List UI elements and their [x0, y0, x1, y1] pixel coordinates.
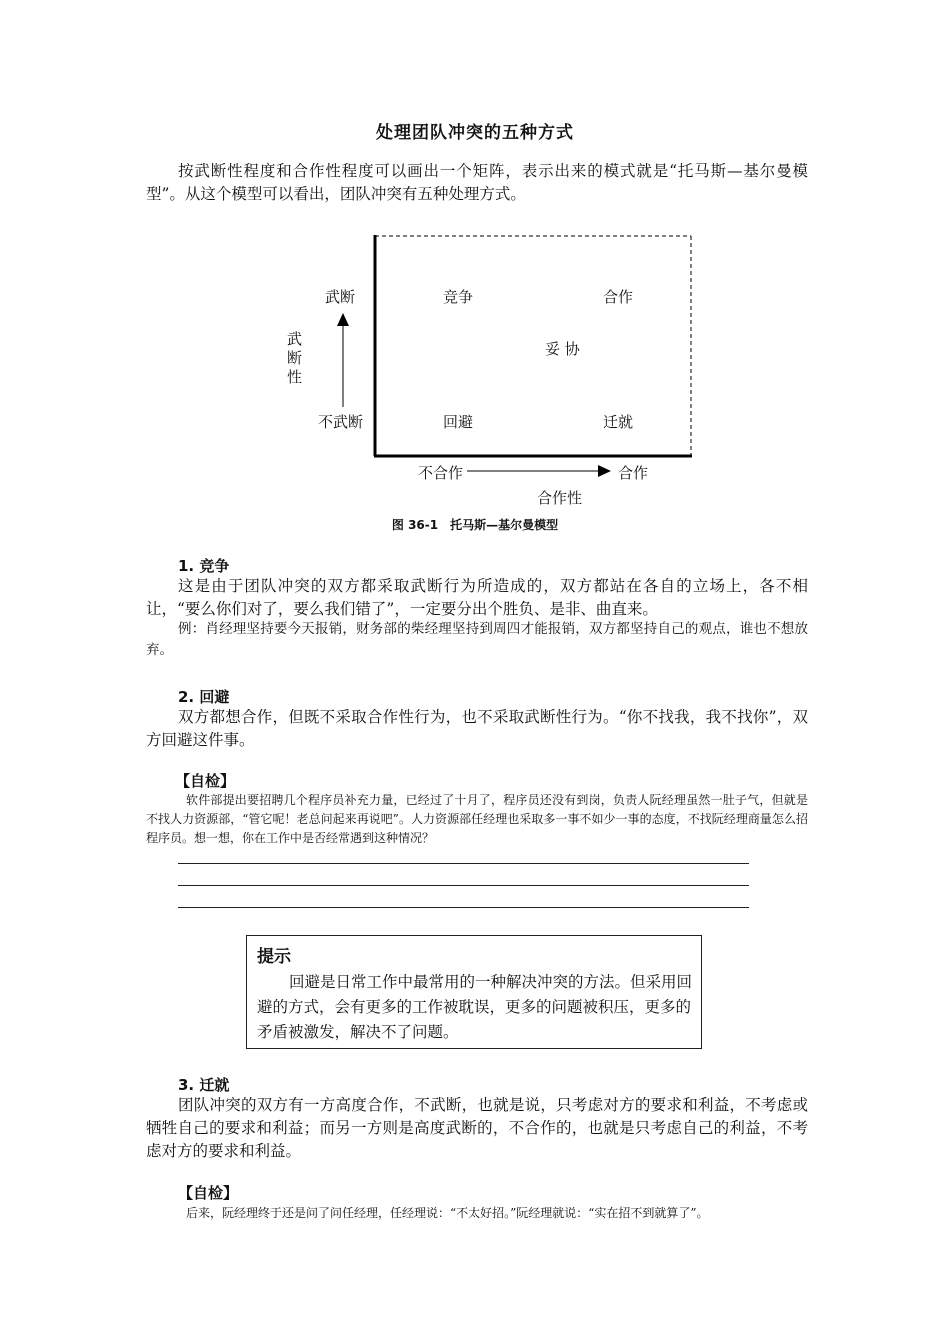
- section-heading-avoiding: 2. 回避: [178, 688, 230, 706]
- thomas-kilmann-diagram: [280, 225, 720, 515]
- self-check-label: 【自检】: [178, 1184, 239, 1202]
- y-axis-label: 武断性: [287, 330, 303, 386]
- page-title: 处理团队冲突的五种方式: [376, 123, 574, 143]
- quadrant-accommodating: 迁就: [603, 413, 634, 431]
- section-text-avoiding: 双方都想合作，但既不采取合作性行为，也不采取武断性行为。“你不找我，我不找你”，双方回避这件事。: [146, 708, 808, 749]
- tip-text: 回避是日常工作中最常用的一种解决冲突的方法。但采用回避的方式，会有更多的工作被耽误，更多的问题被积压，更多的矛盾被激发，解决不了问题。: [257, 973, 693, 1041]
- quadrant-competing: 竞争: [443, 288, 474, 306]
- self-check-label: 【自检】: [175, 772, 236, 790]
- section-heading-accommodating: 3. 迁就: [178, 1076, 230, 1094]
- example-text: 例：肖经理坚持要今天报销，财务部的柴经理坚持到周四才能报销，双方都坚持自己的观点，谁也不想放弃。: [146, 621, 808, 658]
- answer-line[interactable]: [178, 907, 749, 908]
- answer-line[interactable]: [178, 863, 749, 864]
- x-right-label: 合作: [618, 464, 649, 482]
- section-heading-competing: 1. 竞争: [178, 557, 230, 575]
- quadrant-avoiding: 回避: [443, 413, 474, 431]
- figure-caption: 图 36-1 托马斯—基尔曼模型: [391, 518, 559, 532]
- section-text-competing: 这是由于团队冲突的双方都采取武断行为所造成的，双方都站在各自的立场上，各不相让，“要么你们对了，要么我们错了”，一定要分出个胜负、是非、曲直来。: [146, 577, 808, 618]
- x-left-label: 不合作: [418, 464, 464, 482]
- intro-paragraph: 按武断性程度和合作性程度可以画出一个矩阵，表示出来的模式就是“托马斯—基尔曼模型”。从这个模型可以看出，团队冲突有五种处理方式。: [146, 162, 808, 203]
- answer-line[interactable]: [178, 885, 749, 886]
- y-bottom-label: 不武断: [318, 413, 364, 431]
- y-arrow-head: [337, 313, 349, 326]
- self-check-text: 后来，阮经理终于还是问了问任经理，任经理说：“不太好招。”阮经理就说：“实在招不到就算了”。: [186, 1206, 709, 1220]
- quadrant-collaborating: 合作: [603, 288, 634, 306]
- y-top-label: 武断: [325, 288, 356, 306]
- tip-title: 提示: [257, 947, 291, 967]
- x-axis-label: 合作性: [537, 489, 583, 507]
- section-text-accommodating: 团队冲突的双方有一方高度合作，不武断，也就是说，只考虑对方的要求和利益，不考虑或牺牲自己的要求和利益；而另一方则是高度武断的，不合作的，也就是只考虑自己的利益，不考虑对方的要求和利益。: [146, 1096, 808, 1160]
- tip-box: [246, 935, 702, 1049]
- x-arrow-head: [598, 465, 611, 477]
- self-check-text: 软件部提出要招聘几个程序员补充力量，已经过了十月了，程序员还没有到岗，负责人阮经理虽然一肚子气，但就是不找人力资源部，“管它呢！老总问起来再说吧”。人力资源部任经理也采取多一事不如少一事的态度，不找阮经理商量怎么招程序员。想一想，你在工作中是否经常遇到这种情况？: [146, 793, 808, 845]
- quadrant-compromising: 妥 协: [545, 340, 580, 358]
